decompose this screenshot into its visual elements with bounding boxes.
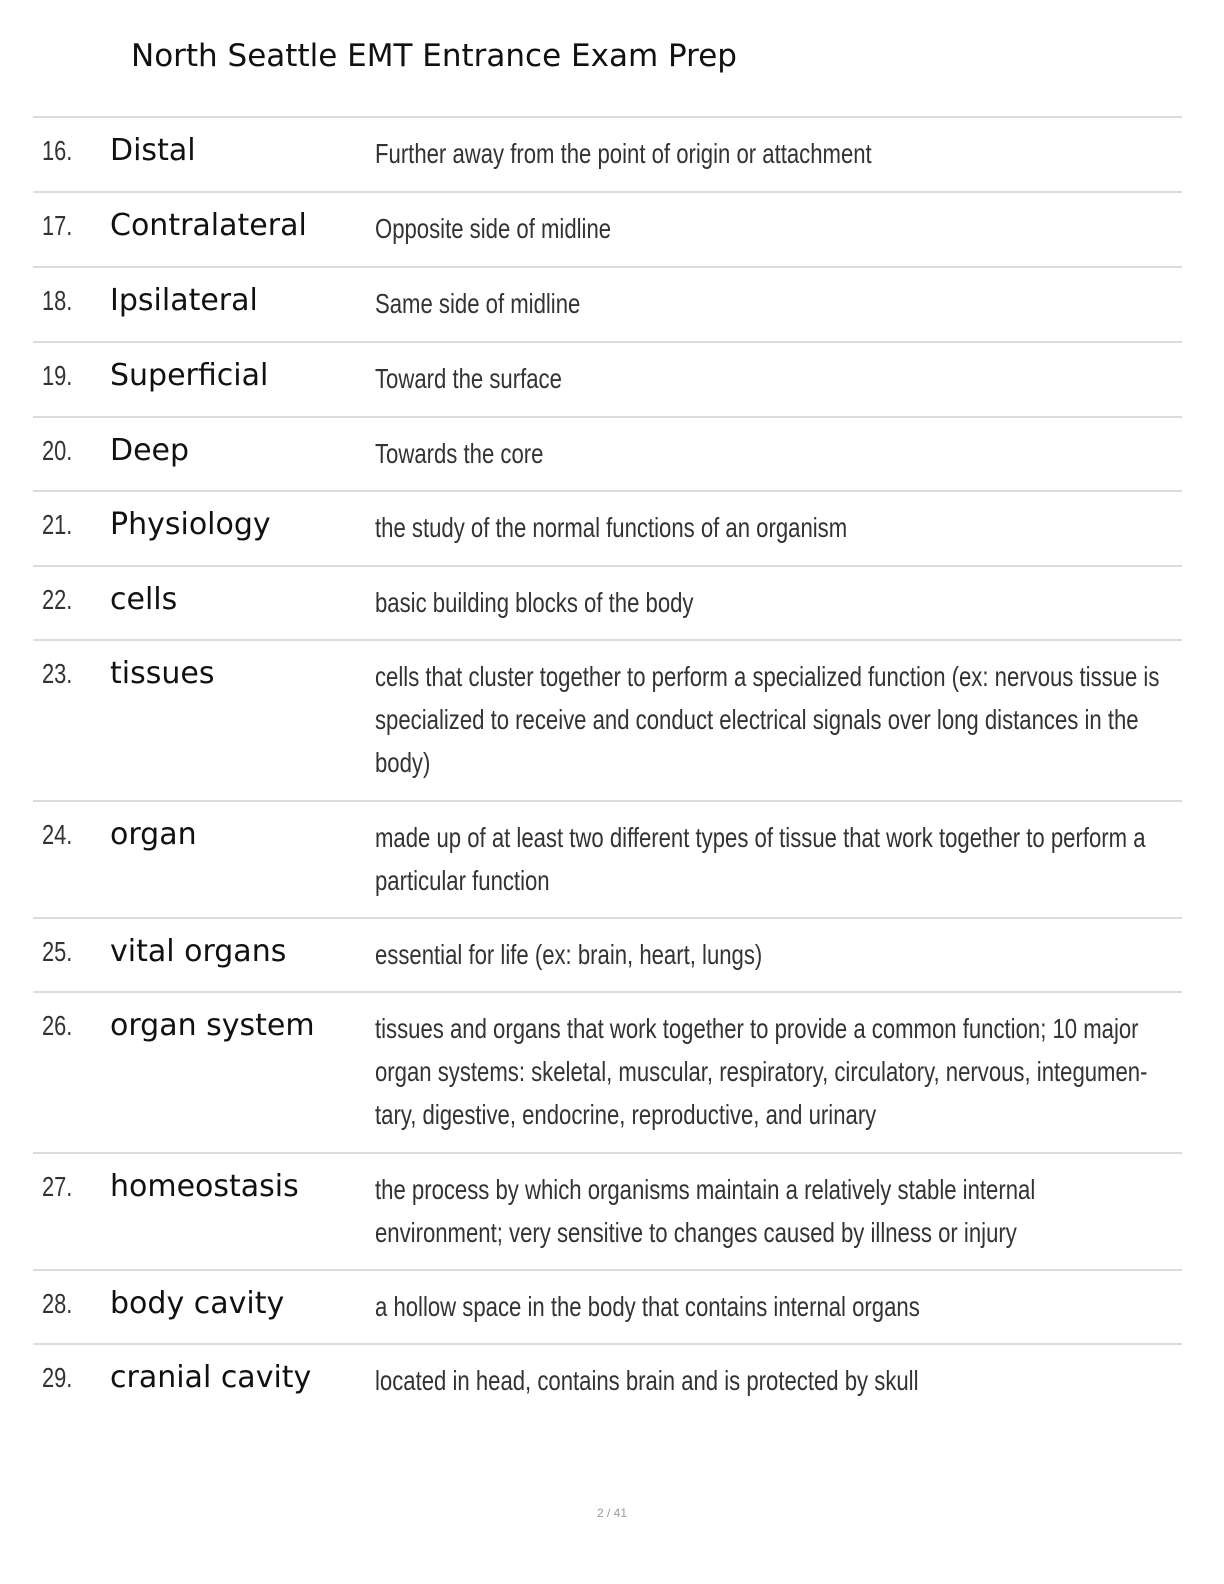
term-name: body cavity	[110, 1286, 285, 1321]
term-definition: basic building blocks of the body	[375, 587, 694, 618]
term-row	[33, 567, 1182, 641]
term-number: 24.	[42, 819, 73, 850]
term-name: cells	[110, 582, 178, 617]
term-number: 17.	[42, 210, 73, 241]
term-definition: tissues and organs that work together to provide a common function; 10 major organ systems: skeletal, muscular, respiratory, circulatory, nervous, integumen- tary, digestive, endocrine, reproductive, and urinary	[375, 1013, 1148, 1130]
page-number: 2 / 41	[596, 1506, 628, 1520]
term-number: 26.	[42, 1010, 73, 1041]
term-number: 20.	[42, 435, 73, 466]
term-number: 19.	[42, 360, 73, 391]
term-number: 28.	[42, 1288, 73, 1319]
term-name: Contralateral	[110, 208, 307, 243]
term-definition: located in head, contains brain and is protected by skull	[375, 1365, 919, 1396]
term-row	[33, 919, 1182, 993]
term-definition: Toward the surface	[375, 363, 562, 394]
term-name: organ	[110, 817, 197, 852]
term-definition: Further away from the point of origin or attachment	[375, 138, 872, 169]
term-row	[33, 492, 1182, 567]
term-row	[33, 641, 1182, 802]
term-definition: Opposite side of midline	[375, 213, 612, 244]
term-row	[33, 1345, 1182, 1419]
term-name: homeostasis	[110, 1169, 299, 1204]
term-definition: a hollow space in the body that contains internal organs	[375, 1291, 920, 1322]
term-number: 21.	[42, 509, 73, 540]
term-name: Superficial	[110, 358, 269, 393]
term-number: 18.	[42, 285, 73, 316]
term-row	[33, 1271, 1182, 1345]
term-number: 27.	[42, 1171, 73, 1202]
term-name: cranial cavity	[110, 1360, 312, 1395]
term-definition: the study of the normal functions of an organism	[375, 512, 848, 543]
term-row	[33, 343, 1182, 418]
term-number: 29.	[42, 1362, 73, 1393]
term-definition: Same side of midline	[375, 288, 581, 319]
term-row	[33, 1154, 1182, 1271]
term-row	[33, 418, 1182, 492]
term-row	[33, 993, 1182, 1154]
term-name: Distal	[110, 133, 196, 168]
page-title: North Seattle EMT Entrance Exam Prep	[131, 38, 737, 74]
term-name: organ system	[110, 1008, 315, 1043]
term-definition: cells that cluster together to perform a specialized function (ex: nervous tissue is specialized to receive and conduct electrical signals over long distances in the body)	[375, 661, 1160, 778]
term-name: tissues	[110, 656, 215, 691]
term-row	[33, 118, 1182, 193]
term-definition: essential for life (ex: brain, heart, lungs)	[375, 939, 763, 970]
term-number: 22.	[42, 584, 73, 615]
term-row	[33, 802, 1182, 919]
term-number: 16.	[42, 135, 73, 166]
term-row	[33, 268, 1182, 343]
term-definition: Towards the core	[375, 438, 544, 469]
term-definition: made up of at least two different types of tissue that work together to perform a particular function	[375, 822, 1146, 896]
term-number: 25.	[42, 936, 73, 967]
term-name: Deep	[110, 433, 190, 468]
term-definition: the process by which organisms maintain a relatively stable internal environment; very sensitive to changes caused by illness or injury	[375, 1174, 1036, 1248]
term-name: vital organs	[110, 934, 287, 969]
term-name: Ipsilateral	[110, 283, 258, 318]
term-name: Physiology	[110, 507, 271, 542]
terms-list	[33, 116, 1182, 1419]
term-row	[33, 193, 1182, 268]
term-number: 23.	[42, 658, 73, 689]
